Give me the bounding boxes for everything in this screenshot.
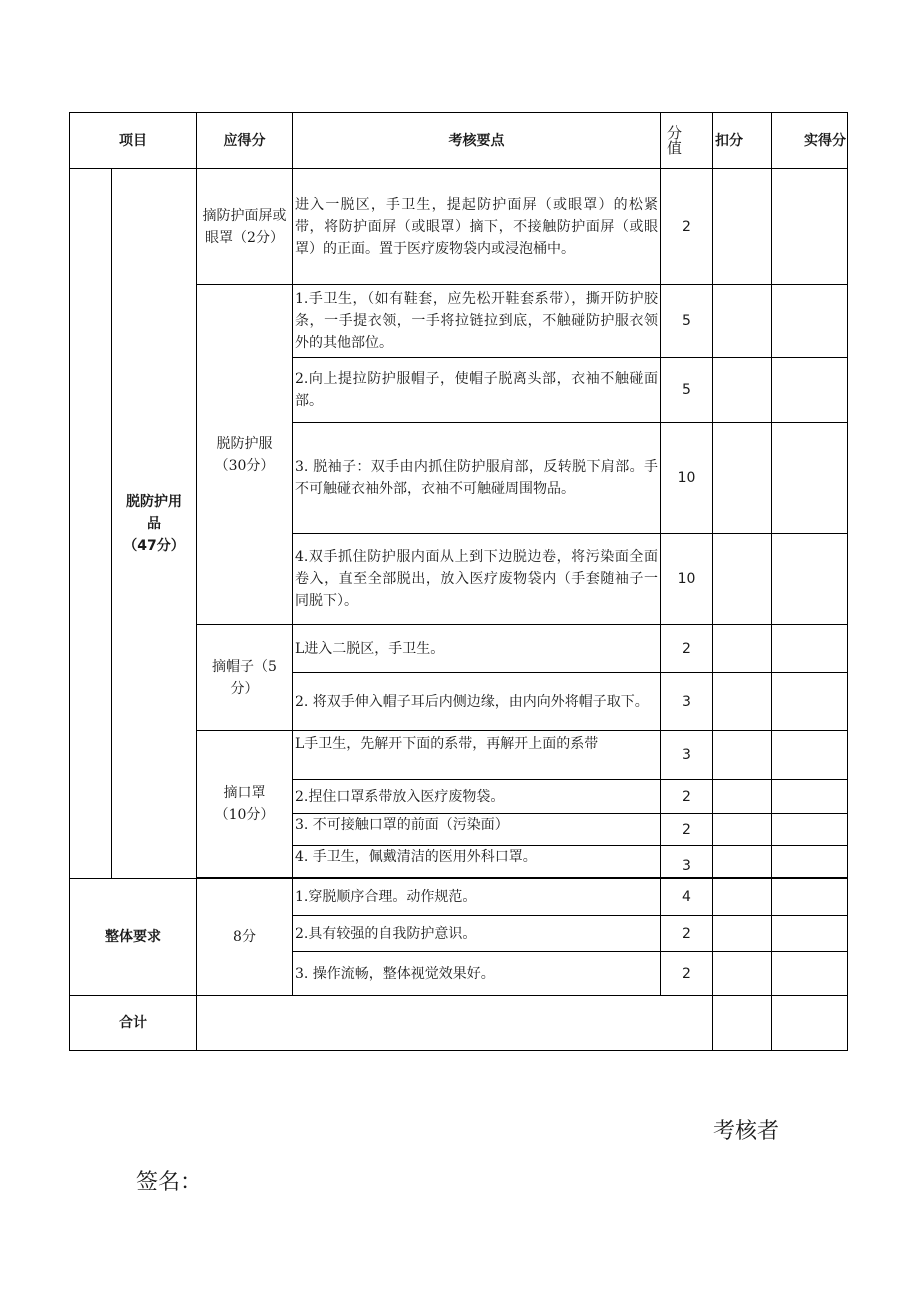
section1-blank-cell [70,169,112,879]
deduct-cell[interactable] [713,780,772,814]
point-score: 2 [661,814,713,846]
examiner-label: 考核者 [713,1119,780,1144]
point-text: L手卫生，先解开下面的系带，再解开上面的系带 [293,731,661,780]
section2-score: 8分 [197,879,293,996]
point-score: 2 [661,780,713,814]
point-text: 2.捏住口罩系带放入医疗废物袋。 [293,780,661,814]
table-row [70,169,848,285]
point-score: 10 [661,423,713,534]
point-score: 2 [661,916,713,952]
total-deduct-cell[interactable] [713,996,772,1051]
actual-cell[interactable] [772,358,848,423]
header-should-score: 应得分 [197,113,293,169]
section1-score: （47分） [123,537,185,554]
deduct-cell[interactable] [713,423,772,534]
group-label-mask: 摘口罩（10分） [197,731,293,878]
point-text: 进入一脱区，手卫生，提起防护面屏（或眼罩）的松紧带，将防护面屏（或眼罩）摘下，不接触防护面屏（或眼罩）的正面。置于医疗废物袋内或浸泡桶中。 [293,169,661,285]
point-text: 1.穿脱顺序合理。动作规范。 [293,879,661,916]
point-text: 4. 手卫生，佩戴清洁的医用外科口罩。 [293,846,661,878]
point-text: 3. 不可接触口罩的前面（污染面） [293,814,661,846]
deduct-cell[interactable] [713,952,772,996]
header-deduct: 扣分 [713,113,772,169]
actual-cell[interactable] [772,625,848,673]
section2-title: 整体要求 [70,879,197,996]
section1-title: 脱防护用品 [126,493,182,532]
deduct-cell[interactable] [713,673,772,731]
signature-label: 签名： [136,1170,203,1195]
actual-cell[interactable] [772,285,848,358]
point-score: 3 [661,846,713,878]
actual-cell[interactable] [772,780,848,814]
point-score: 3 [661,731,713,780]
header-value: 分值 [661,113,713,169]
point-score: 2 [661,169,713,285]
actual-cell[interactable] [772,879,848,916]
deduct-cell[interactable] [713,534,772,625]
point-score: 2 [661,952,713,996]
point-score: 2 [661,625,713,673]
group-label-face-shield: 摘防护面屏或眼罩（2分） [197,169,293,285]
header-item: 项目 [70,113,197,169]
section1-title-cell [112,169,197,879]
deduct-cell[interactable] [713,358,772,423]
table-row [70,879,848,916]
point-text: L进入二脱区，手卫生。 [293,625,661,673]
point-score: 4 [661,879,713,916]
point-text: 4.双手抓住防护服内面从上到下边脱边卷，将污染面全面卷入，直至全部脱出，放入医疗废物袋内（手套随袖子一同脱下）。 [293,534,661,625]
actual-cell[interactable] [772,846,848,878]
deduct-cell[interactable] [713,879,772,916]
point-score: 5 [661,285,713,358]
group-label-suit: 脱防护服（30分） [197,285,293,625]
point-text: 2. 将双手伸入帽子耳后内侧边缘，由内向外将帽子取下。 [293,673,661,731]
point-text: 1.手卫生，（如有鞋套，应先松开鞋套系带），撕开防护胶条，一手提衣领，一手将拉链拉到底，不触碰防护服衣领外的其他部位。 [293,285,661,358]
point-score: 10 [661,534,713,625]
actual-cell[interactable] [772,952,848,996]
actual-cell[interactable] [772,731,848,780]
actual-cell[interactable] [772,423,848,534]
actual-cell[interactable] [772,814,848,846]
actual-cell[interactable] [772,169,848,285]
deduct-cell[interactable] [713,814,772,846]
total-label: 合计 [70,996,197,1051]
header-key-points: 考核要点 [293,113,661,169]
assessment-table [69,112,848,1051]
point-text: 3. 操作流畅，整体视觉效果好。 [293,952,661,996]
actual-cell[interactable] [772,673,848,731]
total-blank-cell [197,996,713,1051]
actual-cell[interactable] [772,534,848,625]
actual-cell[interactable] [772,916,848,952]
deduct-cell[interactable] [713,285,772,358]
deduct-cell[interactable] [713,625,772,673]
point-text: 2.具有较强的自我防护意识。 [293,916,661,952]
point-score: 5 [661,358,713,423]
group-label-cap: 摘帽子（5分） [197,625,293,731]
point-score: 3 [661,673,713,731]
point-text: 2.向上提拉防护服帽子，使帽子脱离头部，衣袖不触碰面部。 [293,358,661,423]
deduct-cell[interactable] [713,169,772,285]
header-actual: 实得分 [772,113,848,169]
total-actual-cell[interactable] [772,996,848,1051]
deduct-cell[interactable] [713,916,772,952]
deduct-cell[interactable] [713,846,772,878]
point-text: 3. 脱袖子：双手由内抓住防护服肩部，反转脱下肩部。手不可触碰衣袖外部，衣袖不可触碰周围物品。 [293,423,661,534]
deduct-cell[interactable] [713,731,772,780]
header-row [70,113,848,169]
total-row [70,996,848,1051]
